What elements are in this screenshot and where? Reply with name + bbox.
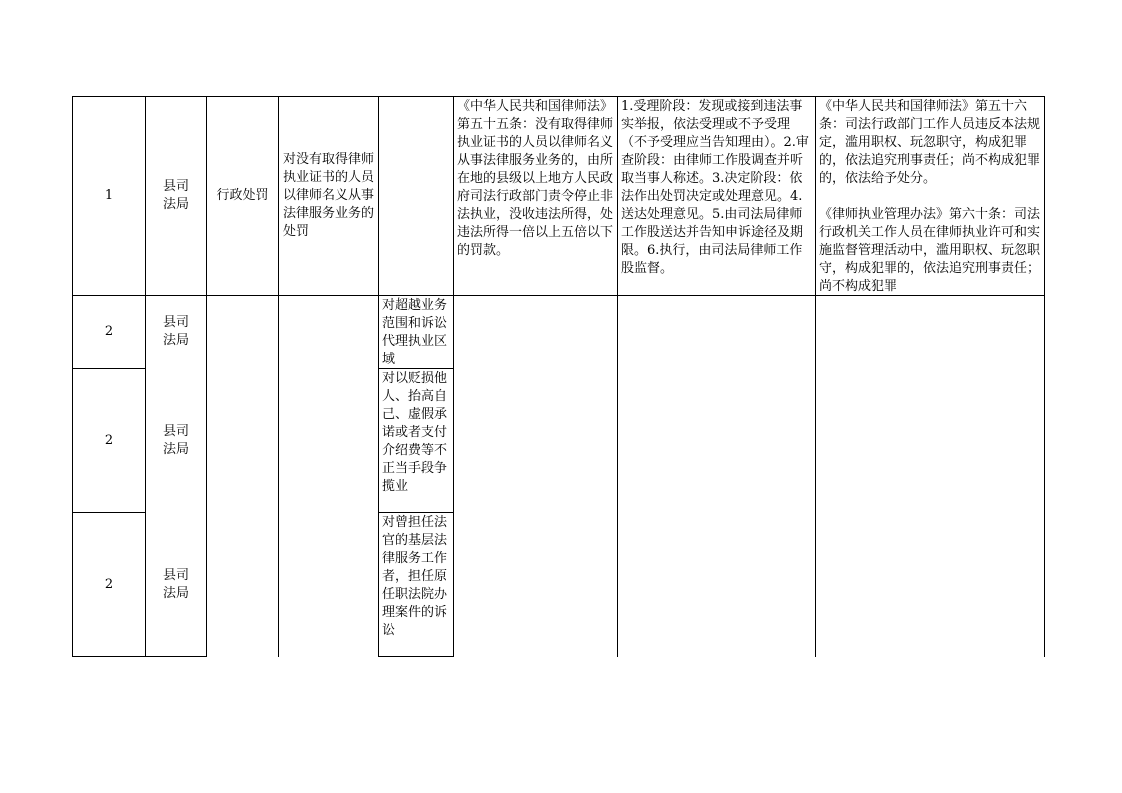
grid-line bbox=[72, 656, 206, 657]
row-number: 2 bbox=[104, 324, 114, 339]
row-number: 2 bbox=[104, 432, 114, 448]
sub-item-cell: 对超越业务范围和诉讼代理执业区域 bbox=[382, 298, 448, 367]
grid-line bbox=[1044, 96, 1045, 657]
grid-line bbox=[378, 656, 453, 657]
department-cell: 县司法局 bbox=[162, 179, 189, 212]
grid-line bbox=[72, 295, 1045, 296]
sub-item-cell: 对曾担任法官的基层法律服务工作者，担任原任职法院办理案件的诉讼 bbox=[382, 515, 448, 638]
department-cell: 县司法局 bbox=[162, 423, 189, 457]
row-number: 2 bbox=[104, 576, 114, 592]
department-cell: 县司法局 bbox=[162, 315, 189, 348]
item-name-cell: 对没有取得律师执业证书的人员以律师名义从事法律服务业务的处罚 bbox=[283, 152, 375, 239]
process-cell: 1.受理阶段：发现或接到违法事实举报，依法受理或不予受理（不予受理应当告知理由）。2.审查阶段：由律师工作股调查并听取当事人称述。3.决定阶段：依法作出处罚决定或处理意见。4.送达处理意见。5.由司法局律师工作股送达并告知申诉途径及期限。6.执行，由司法局律师工作股监督。 bbox=[621, 99, 809, 276]
category-cell: 行政处罚 bbox=[216, 188, 269, 203]
liability-cell: 《中华人民共和国律师法》第五十六条：司法行政部门工作人员违反本法规定，滥用职权、玩忽职守，构成犯罪的，依法追究刑事责任；尚不构成犯罪的，依法给予处分。 《律师执业管理办法》第六十条：司法行政机关工作人员在律师执业许可和实施监督管理活动中，滥用职权、玩忽职守，构成犯罪的，依法追究刑事责任；尚不构成犯罪 bbox=[819, 99, 1041, 294]
sub-item-cell: 对以贬损他人、抬高自己、虚假承诺或者支付介绍费等不正当手段争揽业 bbox=[382, 371, 448, 494]
row-number: 1 bbox=[104, 188, 114, 203]
legal-basis-cell: 《中华人民共和国律师法》第五十五条：没有取得律师执业证书的人员以律师名义从事法律服务业务的，由所在地的县级以上地方人民政府司法行政部门责令停止非法执业，没收违法所得，处违法所得一倍以上五倍以下的罚款。 bbox=[457, 99, 614, 258]
department-cell: 县司法局 bbox=[162, 567, 189, 601]
sub-item-cell bbox=[379, 97, 453, 295]
